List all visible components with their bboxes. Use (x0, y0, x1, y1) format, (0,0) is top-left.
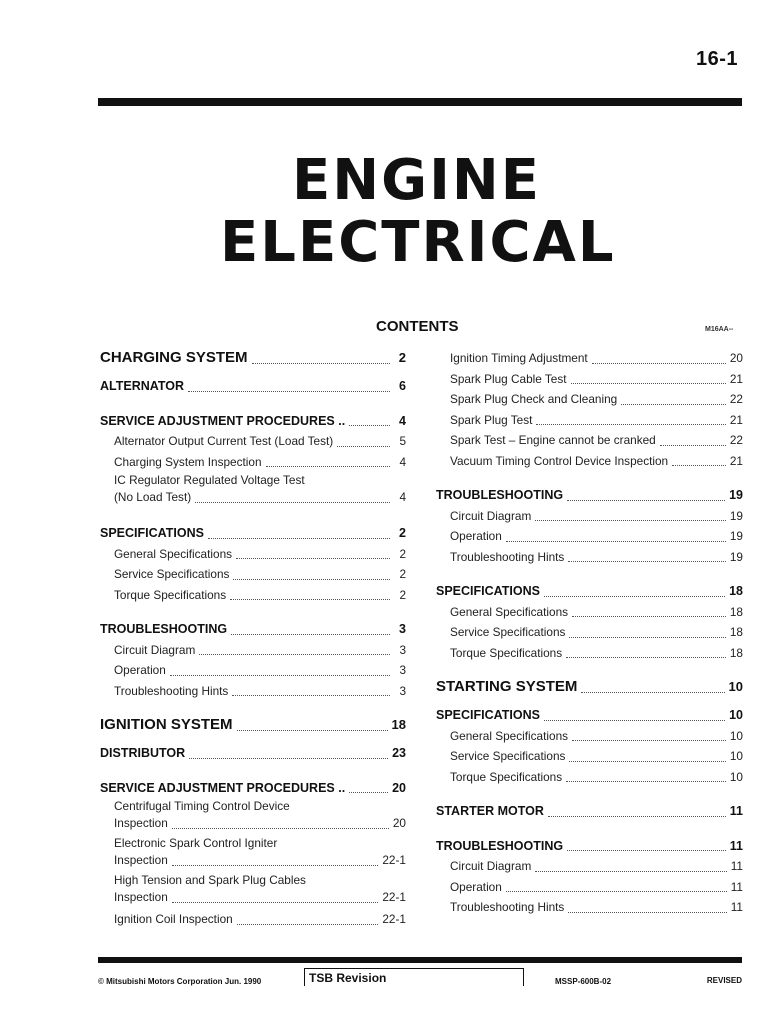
toc-entry-label: Service Specifications (450, 749, 566, 763)
toc-entry (100, 852, 406, 869)
toc-entry-label: ALTERNATOR (100, 379, 185, 393)
spacer (436, 822, 743, 830)
toc-entry (436, 675, 743, 699)
spacer (436, 787, 743, 795)
toc-entry-page: 20 (392, 780, 406, 795)
toc-entry-page: 18 (729, 625, 743, 639)
toc-entry-label: Circuit Diagram (450, 508, 532, 523)
toc-entry-label: Torque Specifications (114, 587, 227, 602)
toc-entry-page: 3 (399, 663, 406, 677)
toc-entry-label: SPECIFICATIONS (436, 584, 540, 598)
toc-entry-label-line: High Tension and Spark Plug Cables (114, 873, 306, 887)
dot-leader (566, 781, 726, 782)
spacer (436, 471, 743, 479)
toc-entry (100, 681, 406, 702)
spacer (436, 663, 743, 675)
toc-entry (436, 451, 743, 472)
spacer (100, 397, 406, 405)
toc-entry-page: 6 (399, 379, 406, 393)
toc-entry (100, 452, 406, 473)
toc-entry-label: (No Load Test) (114, 490, 192, 504)
toc-entry-page: 11 (730, 879, 743, 894)
contents-heading: CONTENTS (376, 318, 459, 335)
toc-entry (100, 619, 406, 640)
toc-entry (436, 430, 743, 451)
toc-entry (436, 746, 743, 767)
title-line-2: ELECTRICAL (220, 210, 616, 275)
dot-leader (230, 599, 390, 600)
dot-leader (548, 816, 726, 817)
manual-code: MSSP-600B-02 (555, 977, 612, 986)
toc-entry-label: General Specifications (114, 546, 233, 561)
toc-entry (436, 705, 743, 726)
toc-entry-page: 18 (729, 604, 743, 619)
dot-leader (232, 695, 390, 696)
toc-entry-label: STARTING SYSTEM (436, 678, 578, 695)
toc-entry-label: General Specifications (450, 728, 569, 743)
toc-entry-page: 19 (729, 508, 743, 523)
dot-leader (544, 596, 725, 597)
spacer (436, 567, 743, 575)
toc-entry (436, 506, 743, 527)
toc-entry-label: Service Specifications (450, 625, 566, 639)
toc-entry-page: 19 (729, 549, 743, 564)
toc-entry-page: 11 (729, 838, 743, 853)
revision-status: REVISED (706, 976, 742, 985)
toc-entry-label: CHARGING SYSTEM (100, 349, 248, 366)
toc-entry-page: 4 (399, 454, 406, 469)
toc-entry-label: Ignition Coil Inspection (114, 912, 233, 926)
dot-leader (544, 720, 725, 721)
toc-entry-page: 19 (729, 529, 743, 543)
toc-entry-label: TROUBLESHOOTING (436, 838, 564, 853)
toc-entry (436, 602, 743, 623)
toc-entry (100, 815, 406, 832)
dot-leader (571, 383, 726, 384)
dot-leader (568, 912, 726, 913)
toc-entry-label: SPECIFICATIONS (436, 708, 540, 722)
toc-entry (100, 660, 406, 681)
toc-entry (100, 909, 406, 930)
toc-entry (436, 410, 743, 431)
toc-entry (436, 726, 743, 747)
toc-entry (100, 585, 406, 606)
toc-entry (436, 622, 743, 643)
toc-entry (100, 431, 406, 452)
dot-leader (237, 924, 379, 925)
toc-entry-label: Inspection (114, 890, 168, 904)
dot-leader (172, 865, 379, 866)
toc-entry (100, 346, 406, 370)
toc-entry (100, 640, 406, 661)
dot-leader (569, 637, 725, 638)
tsb-revision-box: TSB Revision (304, 968, 524, 986)
toc-entry-label: Spark Test – Engine cannot be cranked (450, 433, 656, 447)
dot-leader (233, 579, 390, 580)
dot-leader (349, 425, 390, 426)
toc-entry-label: Operation (450, 879, 502, 894)
toc-entry (100, 411, 406, 432)
toc-entry-label: Spark Plug Cable Test (450, 371, 567, 386)
toc-entry-page: 22-1 (382, 912, 406, 926)
toc-entry-label: SERVICE ADJUSTMENT PROCEDURES .. (100, 413, 346, 428)
toc-entry (436, 526, 743, 547)
bottom-rule (98, 957, 742, 963)
toc-entry (100, 889, 406, 906)
toc-entry-page: 20 (392, 816, 406, 830)
toc-entry (436, 581, 743, 602)
toc-entry (436, 369, 743, 390)
toc-entry-label: STARTER MOTOR (436, 804, 544, 818)
dot-leader (536, 424, 725, 425)
toc-entry-label: Torque Specifications (450, 769, 563, 784)
toc-entry-label: TROUBLESHOOTING (436, 488, 564, 502)
toc-entry-label: TROUBLESHOOTING (100, 622, 228, 636)
spacer (100, 605, 406, 613)
toc-entry-page: 20 (729, 351, 743, 365)
dot-leader (195, 502, 390, 503)
toc-entry (100, 544, 406, 565)
toc-entry-page: 10 (728, 679, 743, 694)
toc-entry (436, 801, 743, 822)
dot-leader (231, 634, 390, 635)
toc-entry-page: 5 (399, 434, 406, 448)
toc-entry (100, 713, 406, 737)
toc-entry (436, 877, 743, 898)
toc-entry-page: 2 (399, 526, 406, 540)
toc-entry-label: Ignition Timing Adjustment (450, 351, 588, 365)
dot-leader (572, 616, 726, 617)
dot-leader (188, 391, 390, 392)
copyright-text: © Mitsubishi Motors Corporation Jun. 1990 (98, 977, 262, 986)
toc-entry-page: 3 (399, 622, 406, 636)
toc-entry (436, 767, 743, 788)
toc-entry-page: 11 (730, 859, 743, 873)
toc-entry-label-line: Centrifugal Timing Control Device (114, 799, 290, 813)
dot-leader (172, 902, 379, 903)
toc-entry-page: 21 (729, 371, 743, 386)
toc-entry-label: Service Specifications (114, 567, 230, 581)
spacer (100, 701, 406, 713)
toc-entry-page: 22-1 (382, 890, 406, 904)
dot-leader (572, 740, 726, 741)
toc-entry (436, 389, 743, 410)
dot-leader (567, 850, 726, 851)
toc-entry-page: 2 (399, 567, 406, 581)
toc-entry-label: Vacuum Timing Control Device Inspection (450, 453, 669, 468)
toc-left-column (100, 346, 406, 930)
toc-entry-label: Circuit Diagram (114, 642, 196, 657)
toc-entry (436, 547, 743, 568)
toc-entry-label: Inspection (114, 853, 168, 867)
toc-entry (100, 376, 406, 397)
toc-entry (436, 836, 743, 857)
toc-entry-label: Charging System Inspection (114, 454, 262, 469)
toc-entry (436, 485, 743, 506)
spacer (100, 509, 406, 517)
toc-entry-label: Alternator Output Current Test (Load Test) (114, 434, 334, 448)
toc-entry-label: Circuit Diagram (450, 859, 532, 873)
toc-entry-page: 10 (729, 769, 743, 784)
toc-entry-label: Inspection (114, 816, 168, 830)
title-line-1: ENGINE (292, 148, 542, 213)
toc-entry-page: 22 (729, 433, 743, 447)
dot-leader (566, 657, 726, 658)
toc-entry-page: 22 (729, 392, 743, 406)
dot-leader (672, 465, 726, 466)
toc-entry-page: 22-1 (382, 853, 406, 867)
toc-entry-page: 3 (399, 683, 406, 698)
toc-entry (436, 897, 743, 918)
toc-entry-label: Spark Plug Check and Cleaning (450, 392, 618, 406)
dot-leader (208, 538, 390, 539)
toc-entry (100, 523, 406, 544)
toc-entry-page: 10 (729, 708, 743, 722)
toc-right-column (436, 348, 743, 918)
toc-entry-page: 10 (729, 749, 743, 763)
dot-leader (189, 758, 388, 759)
toc-entry-page: 2 (399, 587, 406, 602)
dot-leader (568, 561, 726, 562)
toc-entry (436, 348, 743, 369)
toc-entry-label: Troubleshooting Hints (114, 683, 229, 698)
toc-entry-label: SERVICE ADJUSTMENT PROCEDURES .. (100, 780, 346, 795)
toc-entry (436, 643, 743, 664)
toc-entry-page: 19 (729, 488, 743, 502)
dot-leader (170, 675, 390, 676)
toc-entry-page: 18 (729, 584, 743, 598)
toc-entry-page: 18 (729, 645, 743, 660)
toc-entry-page: 2 (399, 546, 406, 561)
toc-entry-page: 18 (391, 717, 406, 732)
toc-entry (100, 489, 406, 506)
toc-entry-page: 11 (730, 900, 743, 914)
dot-leader (237, 730, 388, 731)
dot-leader (349, 792, 388, 793)
toc-entry-page: 23 (392, 746, 406, 760)
toc-entry (436, 856, 743, 877)
dot-leader (172, 828, 389, 829)
toc-entry-label: Torque Specifications (450, 645, 563, 660)
toc-entry-label: DISTRIBUTOR (100, 746, 186, 760)
dot-leader (569, 761, 725, 762)
top-rule (98, 98, 742, 106)
toc-entry-label: Troubleshooting Hints (450, 900, 565, 914)
toc-entry-page: 21 (729, 412, 743, 427)
toc-entry-page: 4 (399, 490, 406, 504)
toc-entry-page: 21 (729, 453, 743, 468)
dot-leader (236, 558, 390, 559)
toc-entry-label: Troubleshooting Hints (450, 549, 565, 564)
dot-leader (660, 445, 726, 446)
dot-leader (266, 466, 390, 467)
toc-entry-label: SPECIFICATIONS (100, 526, 204, 540)
dot-leader (535, 520, 726, 521)
toc-entry-page: 11 (729, 804, 743, 818)
toc-entry-label: Operation (450, 529, 502, 543)
toc-entry (100, 743, 406, 764)
toc-entry (100, 564, 406, 585)
document-code: M16AA-- (705, 326, 734, 333)
toc-entry-page: 2 (398, 350, 406, 365)
dot-leader (592, 363, 726, 364)
page-number: 16-1 (695, 48, 738, 70)
dot-leader (506, 891, 727, 892)
spacer (100, 764, 406, 772)
dot-leader (199, 654, 390, 655)
toc-entry-label: IGNITION SYSTEM (100, 716, 233, 733)
dot-leader (535, 871, 726, 872)
dot-leader (337, 446, 390, 447)
toc-entry-page: 3 (399, 642, 406, 657)
toc-entry-page: 4 (399, 413, 406, 428)
footer (98, 968, 742, 990)
dot-leader (567, 500, 725, 501)
toc-entry-label: General Specifications (450, 604, 569, 619)
toc-entry (100, 778, 406, 799)
dot-leader (506, 541, 726, 542)
page-title (220, 150, 616, 274)
toc-entry-label-line: Electronic Spark Control Igniter (114, 836, 278, 850)
dot-leader (252, 363, 390, 364)
toc-entry-page: 10 (729, 728, 743, 743)
toc-entry-label: Operation (114, 663, 166, 677)
toc-entry-label-line: IC Regulator Regulated Voltage Test (114, 473, 305, 487)
dot-leader (581, 692, 724, 693)
dot-leader (621, 404, 726, 405)
toc-entry-label: Spark Plug Test (450, 412, 533, 427)
